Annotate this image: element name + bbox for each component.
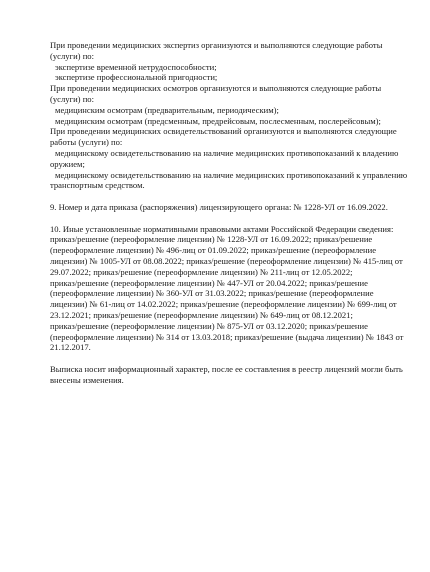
text-line: 21.12.2017. bbox=[50, 342, 91, 353]
text-line: экспертизе профессиональной пригодности; bbox=[55, 72, 218, 83]
text-line: Выписка носит информационный характер, после ее составления в реестр лицензий могли быть bbox=[50, 363, 403, 374]
text-line: внесены изменения. bbox=[50, 374, 124, 385]
text-line: 29.07.2022; приказ/решение (переоформление лицензии) № 211-лиц от 12.05.2022; bbox=[50, 266, 353, 277]
text-line: медицинским осмотрам (предварительным, периодическим); bbox=[55, 104, 279, 115]
text-line: (переоформление лицензии) № 314 от 13.03.2018; приказ/решение (выдача лицензии) № 1843 от bbox=[50, 331, 404, 342]
text-line: При проведении медицинских освидетельствований организуются и выполняются следующие bbox=[50, 126, 397, 137]
text-line: При проведении медицинских экспертиз организуются и выполняются следующие работы bbox=[50, 40, 383, 50]
text-line: 23.12.2021; приказ/решение (переоформление лицензии) № 649-лиц от 08.12.2021; bbox=[50, 309, 353, 320]
text-line: лицензии) № 61-лиц от 14.02.2022; приказ/решение (переоформление лицензии) № 699-лиц от bbox=[50, 299, 397, 310]
disclaimer-note bbox=[50, 363, 403, 386]
activity-types-block bbox=[50, 40, 408, 191]
text-line: (переоформление лицензии) № 496-лиц от 01.09.2022; приказ/решение (переоформление bbox=[50, 245, 377, 256]
text-line: экспертизе временной нетрудоспособности; bbox=[55, 61, 217, 72]
text-line: приказ/решение (переоформление лицензии) № 447-УЛ от 20.04.2022; приказ/решение bbox=[50, 277, 368, 288]
text-line: приказ/решение (переоформление лицензии) № 875-УЛ от 03.12.2020; приказ/решение bbox=[50, 320, 368, 331]
text-line: 10. Иные установленные нормативными правовыми актами Российской Федерации сведения: bbox=[50, 223, 394, 234]
text-line: оружием; bbox=[50, 158, 85, 169]
text-line: лицензии) № 1005-УЛ от 08.08.2022; приказ/решение (переоформление лицензии) № 415-лиц от bbox=[50, 255, 403, 266]
text-line: При проведении медицинских осмотров организуются и выполняются следующие работы bbox=[50, 83, 382, 94]
text-line: медицинским осмотрам (предсменным, предрейсовым, послесменным, послерейсовым); bbox=[55, 115, 381, 126]
text-line: (услуги) по: bbox=[50, 50, 94, 61]
text-line: медицинскому освидетельствованию на наличие медицинских противопоказаний к владению bbox=[55, 147, 399, 158]
text-line: (услуги) по: bbox=[50, 93, 94, 104]
text-line: транспортным средством. bbox=[50, 180, 145, 191]
document-body bbox=[50, 40, 408, 386]
other-info-section bbox=[50, 223, 404, 354]
text-line: приказ/решение (переоформление лицензии) № 1228-УЛ от 16.09.2022; приказ/решение bbox=[50, 234, 373, 245]
text-line: работы (услуги) по: bbox=[50, 137, 123, 148]
text-line: 9. Номер и дата приказа (распоряжения) лицензирующего органа: № 1228-УЛ от 16.09.2022. bbox=[50, 201, 388, 212]
text-line: (переоформление лицензии) № 360-УЛ от 31.03.2022; приказ/решение (переоформление bbox=[50, 288, 374, 299]
text-line: медицинскому освидетельствованию на наличие медицинских противопоказаний к управлению bbox=[55, 169, 408, 180]
order-number-section bbox=[50, 202, 400, 213]
